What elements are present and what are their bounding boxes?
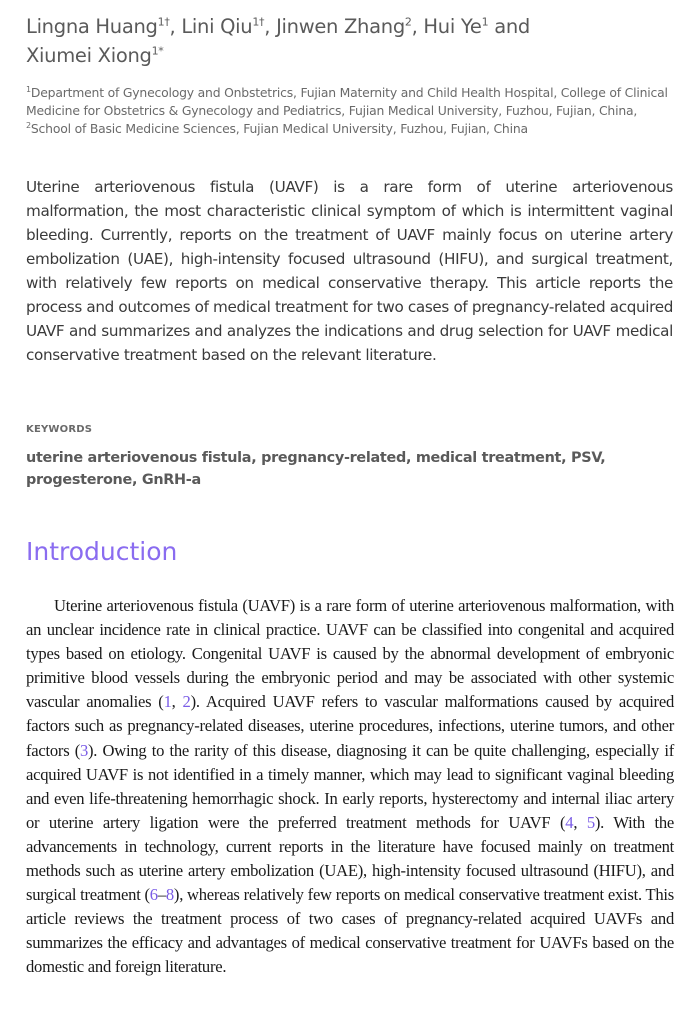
- citation-link[interactable]: 1: [163, 692, 172, 712]
- author-affiliation-marker: 1: [481, 15, 489, 29]
- citation-link[interactable]: 2: [182, 692, 191, 712]
- citation-link[interactable]: 5: [586, 812, 595, 832]
- affiliation-text: Department of Gynecology and Onbstetrics, Fujian Maternity and Child Health Hospital, College of Clinical Medicine for Obstetrics & Gynecology and Pediatrics, Fujian Medical University, Fuzhou, Fujian, China,: [26, 85, 668, 118]
- affiliation-marker: 1: [26, 84, 31, 94]
- paragraph-text: ,: [573, 812, 587, 832]
- citation-link[interactable]: 8: [165, 885, 174, 905]
- author-affiliation-marker: 1*: [151, 44, 164, 58]
- separator: ,: [264, 15, 277, 38]
- paragraph-text: ,: [171, 692, 183, 712]
- author-name: Lini Qiu: [181, 15, 253, 38]
- author-name: Xiumei Xiong: [26, 44, 152, 67]
- paragraph-text: ). With the advancements in technology, current reports in the literature have focused mainly on treatment methods such as uterine artery embolization (UAE), high-intensity focused ultrasound (HIFU), and surgical treatment (: [26, 812, 674, 905]
- paragraph-text: Uterine arteriovenous fistula (UAVF) is a rare form of uterine arteriovenous malformation, with an unclear incidence rate in clinical practice. UAVF can be classified into congenital and acquired types based on etiology. Congenital UAVF is caused by the abnormal development of embryonic primitive blood vessels during the embryonic period and may be associated with other systemic vascular anomalies (: [26, 596, 674, 712]
- separator: ,: [411, 15, 424, 38]
- keywords-label: KEYWORDS: [26, 424, 93, 435]
- author-name: Hui Ye: [423, 15, 482, 38]
- affiliation-marker: 2: [26, 120, 31, 130]
- author-name: Jinwen Zhang: [276, 15, 405, 38]
- affiliation-text: School of Basic Medicine Sciences, Fujian Medical University, Fuzhou, Fujian, China: [30, 121, 528, 136]
- author-affiliation-marker: 2: [404, 15, 412, 29]
- paragraph-text: –: [157, 885, 166, 905]
- author-affiliation-marker: 1†: [252, 15, 265, 29]
- keywords-list: uterine arteriovenous fistula, pregnancy-related, medical treatment, PSV, progesterone, GnRH-a: [26, 450, 606, 488]
- paragraph-text: ), whereas relatively few reports on medical conservative treatment exist. This article reviews the treatment process of two cases of pregnancy-related acquired UAVFs and summarizes the efficacy and advantages of medical conservative treatment for UAVFs based on the domestic and foreign literature.: [26, 885, 674, 977]
- citation-link[interactable]: 4: [565, 812, 574, 832]
- section-heading-introduction: Introduction: [26, 537, 178, 566]
- separator: and: [488, 15, 530, 38]
- abstract: Uterine arteriovenous fistula (UAVF) is a rare form of uterine arteriovenous malformation, the most characteristic clinical symptom of which is intermittent vaginal bleeding. Currently, reports on the treatment of UAVF mainly focus on uterine artery embolization (UAE), high-intensity focused ultrasound (HIFU), and surgical treatment, with relatively few reports on medical conservative therapy. This article reports the process and outcomes of medical treatment for two cases of pregnancy-related acquired UAVF and summarizes and analyzes the indications and drug selection for UAVF medical conservative treatment based on the relevant literature.: [26, 178, 673, 364]
- introduction-paragraph: [26, 594, 674, 980]
- separator: ,: [169, 15, 182, 38]
- affiliations: [26, 84, 676, 138]
- citation-link[interactable]: 3: [79, 740, 89, 760]
- author-name: Lingna Huang: [26, 15, 158, 38]
- author-list: [26, 12, 666, 70]
- paragraph-text: ). Owing to the rarity of this disease, diagnosing it can be quite challenging, especially if acquired UAVF is not identified in a timely manner, which may lead to significant vaginal bleeding and even life-threatening hemorrhagic shock. In early reports, hysterectomy and internal iliac artery or uterine artery ligation were the preferred treatment methods for UAVF (: [26, 740, 674, 832]
- author-affiliation-marker: 1†: [157, 15, 170, 29]
- paragraph-text: ). Acquired UAVF refers to vascular malformations caused by acquired factors such as pregnancy-related diseases, uterine procedures, infections, uterine tumors, and other factors (: [26, 692, 674, 760]
- citation-link[interactable]: 6: [149, 885, 158, 905]
